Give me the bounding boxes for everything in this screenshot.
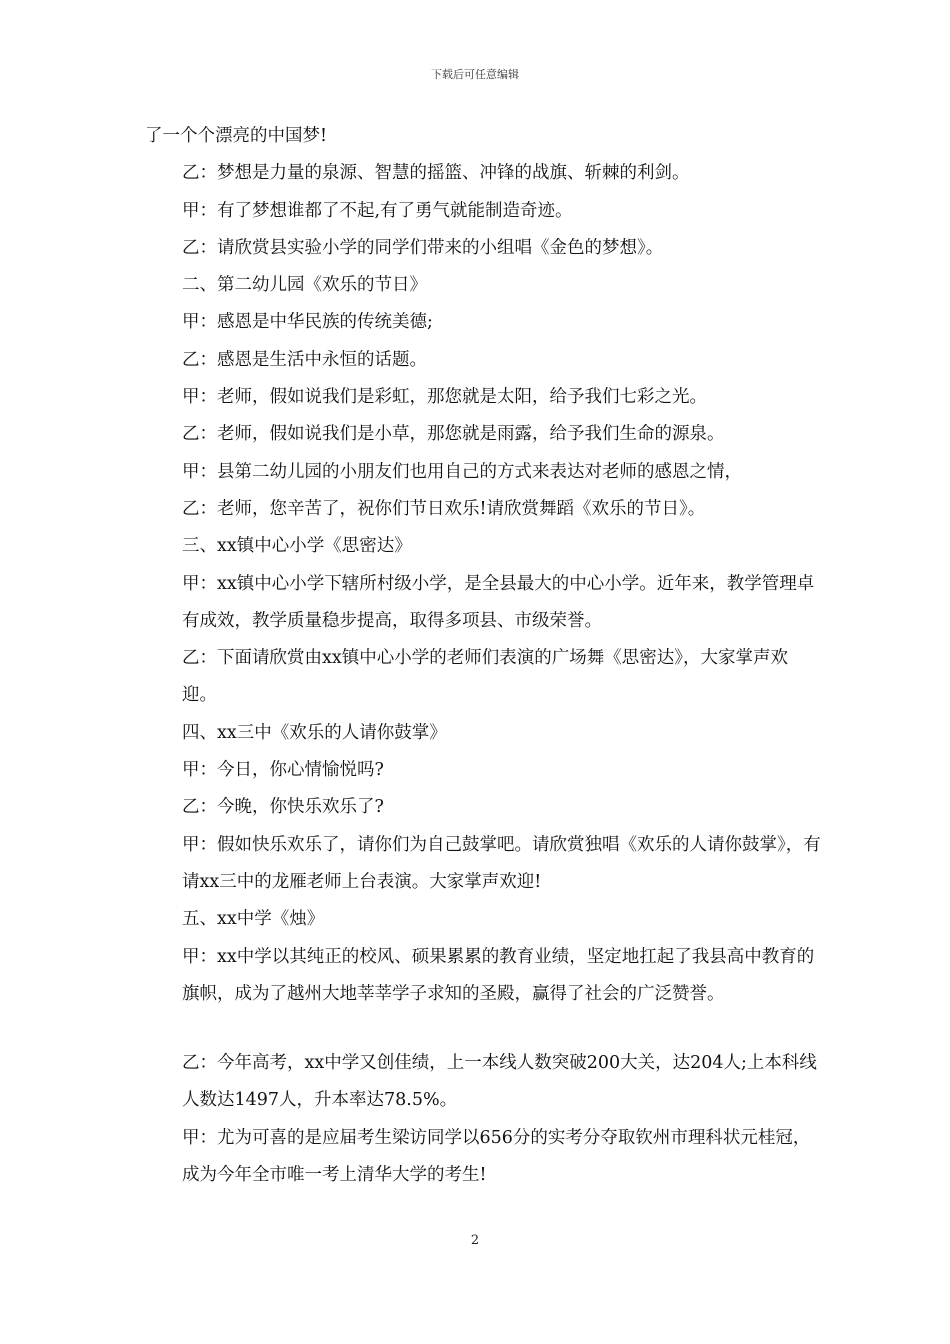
paragraph: 甲：假如快乐欢乐了，请你们为自己鼓掌吧。请欣赏独唱《欢乐的人请你鼓掌》，有请xx三中的龙雁老师上台表演。大家掌声欢迎! [182, 834, 821, 892]
document-body [145, 118, 821, 1194]
page-header: 下载后可任意编辑 [431, 68, 519, 81]
paragraph: 甲：县第二幼儿园的小朋友们也用自己的方式来表达对老师的感恩之情， [182, 461, 742, 482]
paragraph: 乙：下面请欣赏由xx镇中心小学的老师们表演的广场舞《思密达》，大家掌声欢迎。 [182, 648, 788, 706]
paragraph: 甲：有了梦想谁都了不起,有了勇气就能制造奇迹。 [182, 200, 573, 221]
page-number: 2 [470, 1233, 480, 1248]
paragraph: 乙：老师，您辛苦了，祝你们节日欢乐!请欣赏舞蹈《欢乐的节日》。 [182, 498, 706, 519]
paragraph: 甲：xx中学以其纯正的校风、硕果累累的教育业绩，坚定地扛起了我县高中教育的旗帜，成为了越州大地莘莘学子求知的圣殿，赢得了社会的广泛赞誉。 [182, 946, 815, 1004]
paragraph: 乙：老师，假如说我们是小草，那您就是雨露，给予我们生命的源泉。 [182, 424, 725, 445]
paragraph: 了一个个漂亮的中国梦! [145, 126, 328, 146]
paragraph: 乙：梦想是力量的泉源、智慧的摇篮、冲锋的战旗、斩棘的利剑。 [182, 163, 690, 184]
paragraph: 乙：请欣赏县实验小学的同学们带来的小组唱《金色的梦想》。 [182, 237, 664, 258]
paragraph: 甲：感恩是中华民族的传统美德; [182, 312, 433, 333]
section-heading: 二、第二幼儿园《欢乐的节日》 [182, 275, 427, 296]
paragraph: 甲：xx镇中心小学下辖所村级小学，是全县最大的中心小学。近年来，教学管理卓有成效，教学质量稳步提高，取得多项县、市级荣誉。 [182, 573, 815, 631]
paragraph: 甲：尤为可喜的是应届考生梁访同学以656分的实考分夺取钦州市理科状元桂冠，成为今年全市唯一考上清华大学的考生! [182, 1127, 811, 1186]
paragraph: 乙：感恩是生活中永恒的话题。 [182, 349, 427, 370]
paragraph: 乙：今晚，你快乐欢乐了? [182, 797, 384, 818]
section-heading: 三、xx镇中心小学《思密达》 [182, 536, 412, 557]
paragraph: 甲：今日，你心情愉悦吗? [182, 760, 384, 781]
section-heading: 五、xx中学《烛》 [182, 909, 325, 930]
paragraph: 甲：老师，假如说我们是彩虹，那您就是太阳，给予我们七彩之光。 [182, 387, 707, 408]
section-heading: 四、xx三中《欢乐的人请你鼓掌》 [182, 722, 447, 743]
paragraph: 乙：今年高考，xx中学又创佳绩，上一本线人数突破200大关，达204人;上本科线人数达1497人，升本率达78.5%。 [182, 1053, 817, 1111]
